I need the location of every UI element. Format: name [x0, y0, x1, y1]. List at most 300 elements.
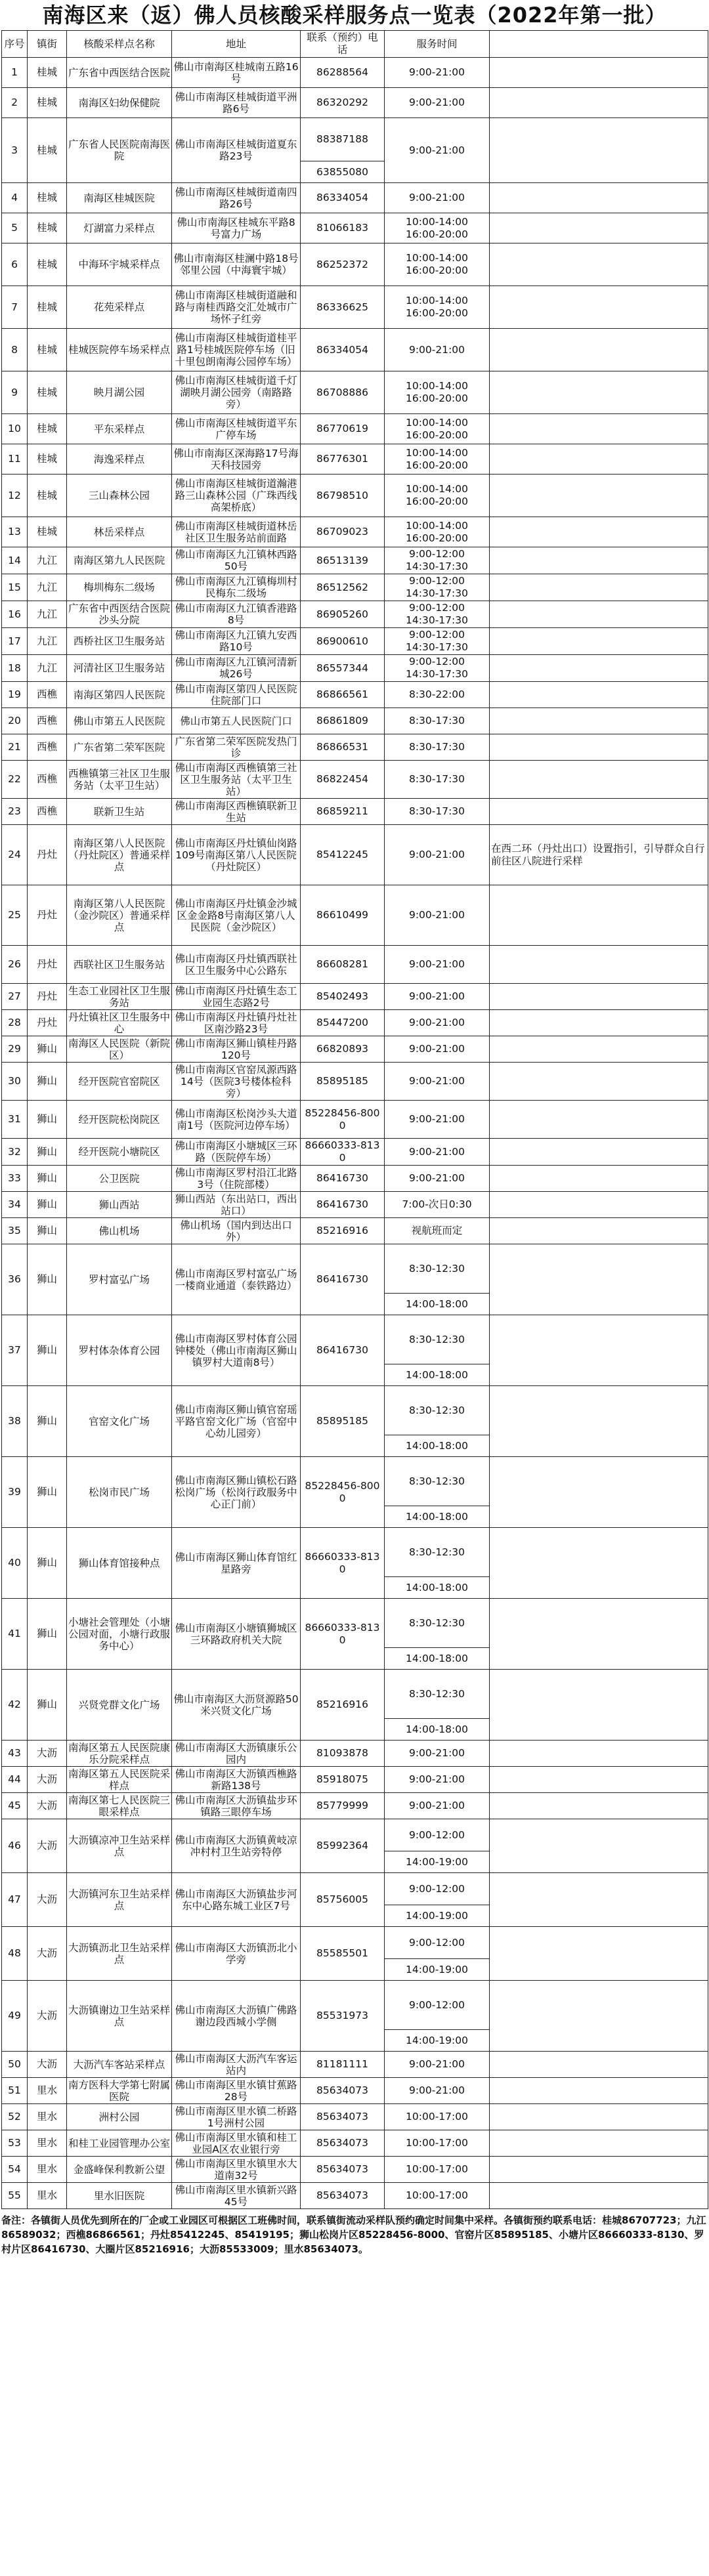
table-row [2, 286, 708, 329]
table-row [2, 1244, 708, 1294]
row-service-time: 9:00-21:00 [385, 1010, 490, 1036]
row-address: 佛山市南海区九江镇香港路8号 [172, 601, 301, 628]
row-address: 佛山市南海区丹灶镇丹灶社区南沙路23号 [172, 1010, 301, 1036]
row-service-time: 9:00-21:00 [385, 885, 490, 946]
row-note [490, 2130, 708, 2157]
row-number: 13 [2, 517, 28, 547]
row-number: 23 [2, 799, 28, 825]
row-number: 50 [2, 2052, 28, 2078]
row-town: 西樵 [28, 734, 67, 761]
row-address: 佛山市南海区九江镇林西路50号 [172, 547, 301, 574]
row-note [490, 1819, 708, 1873]
table-row [2, 574, 708, 601]
row-service-time-secondary: 14:00-19:00 [385, 1905, 490, 1927]
row-note [490, 946, 708, 984]
row-service-time: 10:00-14:00 16:00-20:00 [385, 213, 490, 243]
row-site-name: 大沥汽车客站采样点 [67, 2052, 172, 2078]
row-number: 12 [2, 475, 28, 517]
row-site-name: 狮山西站 [67, 1192, 172, 1218]
row-site-name: 梅圳梅东二级场 [67, 574, 172, 601]
table-row [2, 547, 708, 574]
row-service-time: 9:00-21:00 [385, 2078, 490, 2104]
row-service-time: 9:00-21:00 [385, 1101, 490, 1139]
row-town: 里水 [28, 2130, 67, 2157]
row-phone: 86770619 [301, 414, 385, 444]
row-phone: 85634073 [301, 2078, 385, 2104]
row-service-time-secondary: 14:00-18:00 [385, 1506, 490, 1528]
row-phone: 86861809 [301, 708, 385, 734]
row-number: 34 [2, 1192, 28, 1218]
row-phone: 85634073 [301, 2183, 385, 2209]
table-row [2, 628, 708, 655]
row-address: 佛山市南海区罗村体育公园钟楼处（佛山市南海区狮山镇罗村大道南8号） [172, 1315, 301, 1386]
row-number: 43 [2, 1741, 28, 1767]
row-note [490, 2104, 708, 2130]
row-number: 52 [2, 2104, 28, 2130]
row-phone: 85531973 [301, 1981, 385, 2052]
row-address: 佛山市南海区大沥贤源路50米兴贤文化广场 [172, 1670, 301, 1741]
row-service-time-secondary: 14:00-19:00 [385, 1851, 490, 1873]
row-phone: 85895185 [301, 1386, 385, 1457]
row-note [490, 1244, 708, 1315]
row-service-time: 9:00-21:00 [385, 329, 490, 371]
row-number: 7 [2, 286, 28, 329]
row-town: 狮山 [28, 1101, 67, 1139]
table-row [2, 58, 708, 88]
row-note [490, 761, 708, 799]
row-phone: 86416730 [301, 1244, 385, 1315]
row-address: 佛山机场（国内到达出口外） [172, 1218, 301, 1244]
row-address: 佛山市南海区桂城街道瀚港路三山森林公园（广珠西线高架桥底） [172, 475, 301, 517]
table-row [2, 2052, 708, 2078]
row-service-time: 10:00-14:00 16:00-20:00 [385, 243, 490, 286]
row-site-name: 小塘社会管理处（小塘公园对面，小塘行政服务中心） [67, 1599, 172, 1670]
row-service-time: 9:00-12:00 14:30-17:30 [385, 547, 490, 574]
table-row [2, 213, 708, 243]
row-note [490, 444, 708, 475]
row-address: 佛山市南海区丹灶镇西联社区卫生服务中心公路东 [172, 946, 301, 984]
row-address: 佛山市南海区大沥镇盐步环镇路三眼停车场 [172, 1793, 301, 1819]
row-phone: 86859211 [301, 799, 385, 825]
row-site-name: 金盛峰保利教新公望 [67, 2157, 172, 2183]
row-phone: 85918075 [301, 1767, 385, 1793]
row-town: 狮山 [28, 1599, 67, 1670]
row-service-time: 10:00-14:00 16:00-20:00 [385, 414, 490, 444]
row-phone: 85634073 [301, 2130, 385, 2157]
row-note [490, 517, 708, 547]
row-town: 西樵 [28, 682, 67, 708]
row-number: 48 [2, 1927, 28, 1981]
row-town: 丹灶 [28, 1010, 67, 1036]
row-phone: 86610499 [301, 885, 385, 946]
row-phone: 86416730 [301, 1166, 385, 1192]
row-phone: 86798510 [301, 475, 385, 517]
row-town: 狮山 [28, 1192, 67, 1218]
row-town: 狮山 [28, 1670, 67, 1741]
row-town: 大沥 [28, 1981, 67, 2052]
row-service-time: 9:00-12:00 [385, 1927, 490, 1959]
row-town: 丹灶 [28, 946, 67, 984]
row-town: 九江 [28, 655, 67, 682]
row-note [490, 885, 708, 946]
row-site-name: 官窑文化广场 [67, 1386, 172, 1457]
row-address: 佛山市南海区小塘城区三环路（医院停车场） [172, 1139, 301, 1166]
row-note [490, 1670, 708, 1741]
row-site-name: 西樵镇第三社区卫生服务站（太平卫生站） [67, 761, 172, 799]
row-address: 佛山市南海区桂城东平路8号富力广场 [172, 213, 301, 243]
row-town: 狮山 [28, 1036, 67, 1063]
row-note [490, 799, 708, 825]
row-phone: 86334054 [301, 329, 385, 371]
row-site-name: 广东省第二荣军医院 [67, 734, 172, 761]
row-site-name: 大沥镇沥北卫生站采样点 [67, 1927, 172, 1981]
row-service-time: 10:00-14:00 16:00-20:00 [385, 286, 490, 329]
row-service-time: 9:00-21:00 [385, 825, 490, 885]
row-note [490, 1741, 708, 1767]
row-phone: 86905260 [301, 601, 385, 628]
row-site-name: 南海区妇幼保健院 [67, 88, 172, 118]
row-service-time: 8:30-12:30 [385, 1315, 490, 1364]
row-town: 里水 [28, 2183, 67, 2209]
row-note: 在西二环（丹灶出口）设置指引，引导群众自行前往区八院进行采样 [490, 825, 708, 885]
row-number: 16 [2, 601, 28, 628]
row-note [490, 1981, 708, 2052]
row-town: 里水 [28, 2078, 67, 2104]
row-town: 丹灶 [28, 885, 67, 946]
row-number: 4 [2, 183, 28, 213]
row-town: 桂城 [28, 58, 67, 88]
row-phone: 85402493 [301, 984, 385, 1010]
row-phone: 86776301 [301, 444, 385, 475]
row-town: 大沥 [28, 1819, 67, 1873]
row-note [490, 628, 708, 655]
row-site-name: 和桂工业园管理办公室 [67, 2130, 172, 2157]
row-town: 大沥 [28, 2052, 67, 2078]
row-town: 丹灶 [28, 984, 67, 1010]
row-phone: 86513139 [301, 547, 385, 574]
row-number: 25 [2, 885, 28, 946]
table-row [2, 1139, 708, 1166]
row-note [490, 2078, 708, 2104]
row-note [490, 1063, 708, 1101]
row-service-time: 9:00-21:00 [385, 1741, 490, 1767]
row-number: 2 [2, 88, 28, 118]
row-number: 17 [2, 628, 28, 655]
row-number: 24 [2, 825, 28, 885]
row-note [490, 243, 708, 286]
row-phone: 66820893 [301, 1036, 385, 1063]
row-note [490, 1873, 708, 1927]
row-town: 丹灶 [28, 825, 67, 885]
row-number: 8 [2, 329, 28, 371]
row-service-time: 9:00-21:00 [385, 88, 490, 118]
row-number: 47 [2, 1873, 28, 1927]
row-town: 狮山 [28, 1063, 67, 1101]
row-site-name: 西联社区卫生服务站 [67, 946, 172, 984]
row-note [490, 1192, 708, 1218]
row-note [490, 286, 708, 329]
row-service-time: 9:00-12:00 14:30-17:30 [385, 601, 490, 628]
table-row [2, 1767, 708, 1793]
row-phone: 85779999 [301, 1793, 385, 1819]
row-phone: 86660333-8130 [301, 1599, 385, 1670]
row-note [490, 1386, 708, 1457]
row-number: 6 [2, 243, 28, 286]
row-number: 21 [2, 734, 28, 761]
row-town: 桂城 [28, 414, 67, 444]
row-phone: 86557344 [301, 655, 385, 682]
table-row [2, 885, 708, 946]
table-row [2, 475, 708, 517]
row-number: 18 [2, 655, 28, 682]
row-service-time-secondary: 14:00-18:00 [385, 1364, 490, 1386]
row-number: 39 [2, 1457, 28, 1528]
row-town: 狮山 [28, 1244, 67, 1315]
row-service-time: 9:00-12:00 14:30-17:30 [385, 628, 490, 655]
row-note [490, 655, 708, 682]
row-phone: 85216916 [301, 1670, 385, 1741]
row-town: 狮山 [28, 1315, 67, 1386]
row-site-name: 松岗市民广场 [67, 1457, 172, 1528]
row-number: 27 [2, 984, 28, 1010]
col-header-address: 地址 [172, 31, 301, 58]
row-phone: 85634073 [301, 2104, 385, 2130]
row-address: 广东省第二荣军医院发热门诊 [172, 734, 301, 761]
row-note [490, 574, 708, 601]
row-address: 佛山市南海区西樵镇第三社区卫生服务站（太平卫生站） [172, 761, 301, 799]
row-address: 佛山市南海区大沥镇沥北小学旁 [172, 1927, 301, 1981]
row-phone: 88387188 [301, 118, 385, 161]
remark-note: 备注：各镇街人员优先到所在的厂企或工业园区可根据区工班佛时间，联系镇街流动采样队预约确定时间集中采样。各镇街预约联系电话：桂城86707723；九江86589032；西樵86866561；丹灶85412245、85419195；狮山松岗片区85228456-8000、官窑片区85895185、小塘片区86660333-8130、罗村片区86416730、大圈片区85216916；大沥85533009；里水85634073。 [1, 2214, 706, 2255]
row-site-name: 河清社区卫生服务站 [67, 655, 172, 682]
row-service-time: 9:00-21:00 [385, 2052, 490, 2078]
row-site-name: 西桥社区卫生服务站 [67, 628, 172, 655]
row-service-time: 9:00-21:00 [385, 1166, 490, 1192]
row-address: 佛山市南海区九江镇九安西路10号 [172, 628, 301, 655]
table-row [2, 2130, 708, 2157]
row-service-time: 8:30-17:30 [385, 708, 490, 734]
row-service-time: 9:00-21:00 [385, 183, 490, 213]
row-site-name: 南海区第四人民医院 [67, 682, 172, 708]
row-address: 佛山市南海区桂城街道融和路与南桂西路交汇处城市广场怀子红旁 [172, 286, 301, 329]
row-service-time: 8:30-22:00 [385, 682, 490, 708]
row-service-time: 9:00-21:00 [385, 118, 490, 183]
row-address: 佛山市南海区小塘镇狮城区三环路政府机关大院 [172, 1599, 301, 1670]
row-note [490, 371, 708, 414]
row-note [490, 1927, 708, 1981]
row-service-time: 9:00-21:00 [385, 1036, 490, 1063]
row-phone: 86709023 [301, 517, 385, 547]
row-service-time-secondary: 14:00-18:00 [385, 1719, 490, 1741]
table-row [2, 1036, 708, 1063]
row-phone: 85895185 [301, 1063, 385, 1101]
row-town: 桂城 [28, 183, 67, 213]
row-address: 佛山市南海区深海路17号海天科技园旁 [172, 444, 301, 475]
table-row [2, 1927, 708, 1959]
row-note [490, 213, 708, 243]
row-phone: 86416730 [301, 1192, 385, 1218]
row-phone: 85634073 [301, 2157, 385, 2183]
row-town: 桂城 [28, 286, 67, 329]
row-service-time: 8:30-12:30 [385, 1386, 490, 1435]
page-title: 南海区来（返）佛人员核酸采样服务点一览表（2022年第一批） [42, 3, 667, 28]
row-service-time: 8:30-12:30 [385, 1670, 490, 1719]
row-town: 狮山 [28, 1528, 67, 1599]
row-note [490, 414, 708, 444]
row-town: 九江 [28, 601, 67, 628]
row-phone: 86252372 [301, 243, 385, 286]
table-row [2, 88, 708, 118]
row-address: 佛山市南海区大沥镇广佛路谢边段西城小学侧 [172, 1981, 301, 2052]
row-service-time: 10:00-14:00 16:00-20:00 [385, 371, 490, 414]
row-number: 28 [2, 1010, 28, 1036]
table-row [2, 2157, 708, 2183]
row-address: 佛山市南海区松岗沙头大道南1号（医院河边停车场） [172, 1101, 301, 1139]
row-site-name: 罗村体杂体育公园 [67, 1315, 172, 1386]
row-town: 桂城 [28, 213, 67, 243]
row-site-name: 大沥镇谢边卫生站采样点 [67, 1981, 172, 2052]
row-phone: 85228456-8000 [301, 1101, 385, 1139]
table-row [2, 1670, 708, 1719]
row-site-name: 平东采样点 [67, 414, 172, 444]
row-address: 佛山市南海区大沥汽车客运站内 [172, 2052, 301, 2078]
row-service-time: 9:00-21:00 [385, 1139, 490, 1166]
row-note [490, 475, 708, 517]
row-service-time-secondary: 14:00-18:00 [385, 1577, 490, 1599]
row-service-time: 8:30-12:30 [385, 1528, 490, 1577]
row-number: 9 [2, 371, 28, 414]
row-service-time: 8:30-12:30 [385, 1457, 490, 1506]
row-address: 佛山市南海区九江镇梅圳村民梅东二级场 [172, 574, 301, 601]
row-site-name: 大沥镇凉冲卫生站采样点 [67, 1819, 172, 1873]
row-address: 佛山市南海区狮山镇松石路松岗广场（松岗行政服务中心正门前） [172, 1457, 301, 1528]
row-site-name: 南海区第五人民医院康乐分院采样点 [67, 1741, 172, 1767]
row-site-name: 生态工业园社区卫生服务站 [67, 984, 172, 1010]
row-address: 佛山市南海区狮山镇官窑瑶平路官窑文化广场（官窑中心幼儿园旁） [172, 1386, 301, 1457]
row-number: 26 [2, 946, 28, 984]
row-site-name: 联新卫生站 [67, 799, 172, 825]
row-number: 5 [2, 213, 28, 243]
table-row [2, 1741, 708, 1767]
table-row [2, 1192, 708, 1218]
row-note [490, 183, 708, 213]
row-note [490, 1036, 708, 1063]
row-address: 佛山市南海区大沥镇盐步河东中心路东城工业区7号 [172, 1873, 301, 1927]
row-phone: 81181111 [301, 2052, 385, 2078]
row-site-name: 狮山体育馆接种点 [67, 1528, 172, 1599]
row-site-name: 经开医院官窑院区 [67, 1063, 172, 1101]
table-row [2, 799, 708, 825]
row-address: 佛山市南海区第四人民医院住院部门口 [172, 682, 301, 708]
row-site-name: 南海区桂城医院 [67, 183, 172, 213]
row-address: 佛山市南海区大沥镇黄岐凉冲村村卫生站旁特停 [172, 1819, 301, 1873]
row-site-name: 广东省中西医结合医院 [67, 58, 172, 88]
table-row [2, 1599, 708, 1648]
row-note [490, 547, 708, 574]
table-row [2, 1218, 708, 1244]
row-number: 51 [2, 2078, 28, 2104]
row-number: 20 [2, 708, 28, 734]
row-town: 狮山 [28, 1139, 67, 1166]
row-service-time: 8:30-17:30 [385, 799, 490, 825]
table-row [2, 517, 708, 547]
col-header-time: 服务时间 [385, 31, 490, 58]
row-site-name: 佛山机场 [67, 1218, 172, 1244]
row-number: 35 [2, 1218, 28, 1244]
row-phone: 86336625 [301, 286, 385, 329]
table-row [2, 329, 708, 371]
row-number: 10 [2, 414, 28, 444]
row-service-time-secondary: 14:00-18:00 [385, 1648, 490, 1670]
table-row [2, 118, 708, 161]
row-number: 14 [2, 547, 28, 574]
row-town: 桂城 [28, 118, 67, 183]
row-site-name: 南海区第八人民医院（金沙院区）普通采样点 [67, 885, 172, 946]
row-service-time: 10:00-17:00 [385, 2157, 490, 2183]
row-service-time: 8:30-12:30 [385, 1244, 490, 1294]
row-town: 狮山 [28, 1166, 67, 1192]
table-row [2, 2104, 708, 2130]
row-town: 大沥 [28, 1767, 67, 1793]
row-service-time: 9:00-21:00 [385, 946, 490, 984]
row-town: 桂城 [28, 475, 67, 517]
row-note [490, 58, 708, 88]
row-service-time: 9:00-12:00 [385, 1873, 490, 1905]
row-address: 佛山市南海区里水镇和桂工业园A区农业银行旁 [172, 2130, 301, 2157]
row-town: 大沥 [28, 1741, 67, 1767]
row-address: 佛山市南海区桂城街道平洲路6号 [172, 88, 301, 118]
row-address: 佛山市第五人民医院门口 [172, 708, 301, 734]
row-site-name: 经开医院小塘院区 [67, 1139, 172, 1166]
row-note [490, 2052, 708, 2078]
row-service-time: 10:00-14:00 16:00-20:00 [385, 444, 490, 475]
table-row [2, 1063, 708, 1101]
table-row [2, 243, 708, 286]
row-note [490, 1218, 708, 1244]
row-note [490, 1139, 708, 1166]
row-service-time: 9:00-12:00 [385, 1819, 490, 1851]
row-site-name: 南海区第五人民医院采样点 [67, 1767, 172, 1793]
row-address: 佛山市南海区九江镇河清新城26号 [172, 655, 301, 682]
row-phone: 86660333-8130 [301, 1528, 385, 1599]
table-row [2, 183, 708, 213]
row-site-name: 罗村富弘广场 [67, 1244, 172, 1315]
row-town: 九江 [28, 628, 67, 655]
row-site-name: 公卫医院 [67, 1166, 172, 1192]
row-service-time: 10:00-17:00 [385, 2130, 490, 2157]
row-number: 1 [2, 58, 28, 88]
row-note [490, 708, 708, 734]
row-phone: 85992364 [301, 1819, 385, 1873]
table-row [2, 601, 708, 628]
row-address: 佛山市南海区里水镇里水大道南32号 [172, 2157, 301, 2183]
row-number: 37 [2, 1315, 28, 1386]
row-town: 桂城 [28, 517, 67, 547]
row-address: 佛山市南海区狮山体育馆红星路旁 [172, 1528, 301, 1599]
row-number: 41 [2, 1599, 28, 1670]
col-header-town: 镇街 [28, 31, 67, 58]
table-row [2, 444, 708, 475]
row-note [490, 118, 708, 183]
row-number: 42 [2, 1670, 28, 1741]
table-body [2, 58, 708, 2209]
table-row [2, 734, 708, 761]
table-row [2, 1981, 708, 2030]
row-address: 佛山市南海区桂城街道平东广停车场 [172, 414, 301, 444]
row-note [490, 1528, 708, 1599]
row-phone: 86708886 [301, 371, 385, 414]
row-service-time: 8:30-17:30 [385, 734, 490, 761]
